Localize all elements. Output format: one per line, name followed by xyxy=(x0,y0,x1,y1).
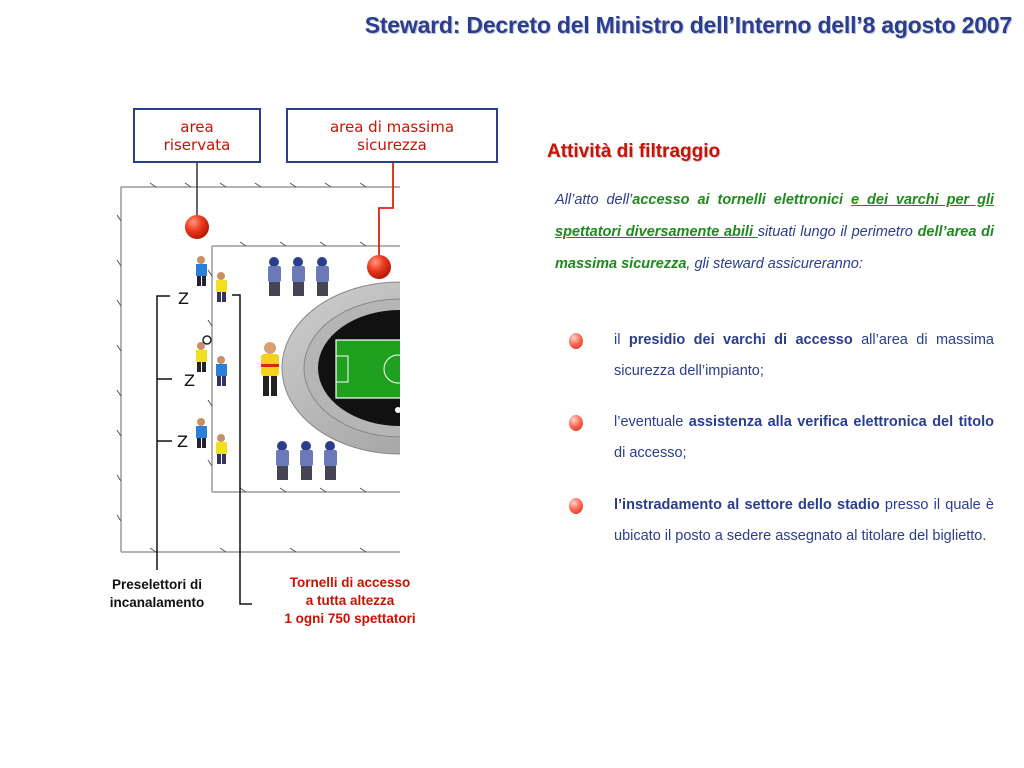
steward-figure xyxy=(261,342,279,396)
tornelli-bracket xyxy=(232,295,252,604)
tornelli-line3: 1 ogni 750 spettatori xyxy=(284,611,416,626)
area-riservata-line1: area xyxy=(180,117,214,136)
preselettori-bracket xyxy=(157,296,172,570)
intro-t5: dell’area di massima sicurezza xyxy=(555,224,994,272)
bullet-post: di accesso; xyxy=(614,445,687,461)
preselector-marks xyxy=(177,289,195,451)
bullet-item xyxy=(614,325,994,387)
preselettori-line1: Preselettori di xyxy=(111,577,203,592)
intro-t6: , gli steward assicureranno: xyxy=(686,256,863,272)
page-title: Steward: Decreto del Ministro dell’Interno dell’8 agosto 2007 xyxy=(364,12,1012,38)
area-massima-line1: area di massima xyxy=(329,117,455,136)
marker-area-massima-sicurezza xyxy=(367,255,391,279)
bullet-item xyxy=(614,490,994,552)
section-title: Attività di filtraggio xyxy=(547,141,721,162)
intro-paragraph xyxy=(555,184,994,280)
intro-t2: accesso ai tornelli elettronici xyxy=(632,192,844,208)
bullet-pre: il xyxy=(614,332,629,348)
area-massima-sicurezza-box xyxy=(286,108,498,163)
bullet-bold: presidio dei varchi di accesso xyxy=(628,332,853,348)
area-riservata-box xyxy=(133,108,261,163)
bullet-dot-icon xyxy=(569,333,583,349)
police-group-top xyxy=(268,257,329,296)
bullet-dot-icon xyxy=(569,415,583,431)
intro-t3: e dei varchi per gli spettatori diversamente abili xyxy=(555,192,995,240)
bullet-dot-icon xyxy=(569,498,583,514)
area-riservata-line2: riservata xyxy=(163,135,231,154)
bullet-bold: assistenza alla verifica elettronica del titolo xyxy=(688,414,995,430)
intro-t1: All’atto dell’ xyxy=(555,192,633,208)
svg-text:Z: Z xyxy=(177,432,188,451)
stadium xyxy=(282,282,518,454)
svg-text:Z: Z xyxy=(184,371,195,390)
bullet-bold: l’instradamento al settore dello stadio xyxy=(614,497,880,513)
preselettori-line2: incanalamento xyxy=(109,595,205,610)
police-group-bottom xyxy=(276,441,337,480)
tornelli-label xyxy=(255,574,445,628)
svg-text:Z: Z xyxy=(178,289,189,308)
tornelli-line1: Tornelli di accesso xyxy=(289,575,411,590)
bullet-pre: l’eventuale xyxy=(614,414,689,430)
bullet-post: all’area di massima sicurezza dell’impianto; xyxy=(614,332,994,379)
bullet-post: presso il quale è ubicato il posto a sedere assegnato al titolare del biglietto. xyxy=(614,497,994,544)
tornelli-line2: a tutta altezza xyxy=(305,593,395,608)
marker-area-riservata xyxy=(185,215,209,239)
intro-t4: situati lungo il perimetro xyxy=(757,224,918,240)
area-massima-line2: sicurezza xyxy=(357,135,427,154)
preselettori-label xyxy=(96,576,218,612)
bullet-item xyxy=(614,407,994,469)
